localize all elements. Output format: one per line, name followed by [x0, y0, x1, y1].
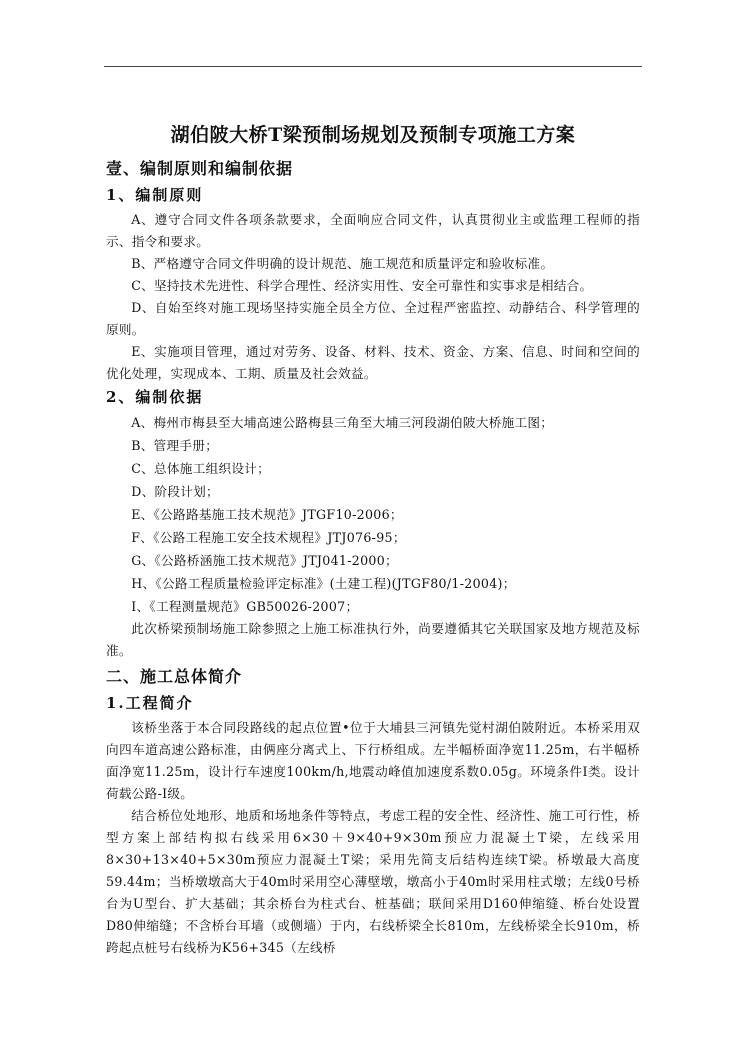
- document-title: 湖伯陂大桥T梁预制场规划及预制专项施工方案: [170, 124, 576, 146]
- section-2-heading: 二、施工总体简介: [106, 667, 243, 686]
- subsection-1-1-heading: 1、编制原则: [106, 186, 204, 204]
- basis-closing: 此次桥梁预制场施工除参照之上施工标准执行外，尚要遵循其它关联国家及地方规范及标准。: [106, 621, 640, 658]
- subsection-1-2-heading: 2、编制依据: [106, 388, 204, 406]
- overview-paragraph-2: 结合桥位处地形、地质和场地条件等特点，考虑工程的安全性、经济性、施工可行性，桥型方案上部结构拟右线采用6×30＋9×40+9×30m预应力混凝土T梁，左线采用8×30+13×40+5×30m预应力混凝土T梁；采用先简支后结构连续T梁。桥墩最大高度59.44m；当桥墩墩高大于40m时采用空心薄壁墩，墩高小于40m时采用柱式墩；左线0号桥台为U型台、扩大基础；其余桥台为柱式台、桩基础；联间采用D160伸缩缝、桥台处设置D80伸缩缝；不含桥台耳墙（或侧墙）于内，右线桥梁全长810m，左线桥梁全长910m，桥跨起点桩号右线桥为K56+345（左线桥: [106, 808, 640, 955]
- principle-c: C、坚持技术先进性、科学合理性、经济实用性、安全可靠性和实事求是相结合。: [131, 278, 593, 293]
- basis-item-e: E、《公路路基施工技术规范》JTGF10-2006；: [131, 507, 403, 522]
- document-body: [106, 122, 640, 959]
- overview-paragraph-1: 该桥坐落于本合同段路线的起点位置•位于大埔县三河镇先觉村湖伯陂附近。本桥采用双向四车道高速公路标准，由俩座分离式上、下行桥组成。左半幅桥面净宽11.25m，右半幅桥面净宽11.25m，设计行车速度100km/h,地震动峰值加速度系数0.05g。环境条件I类。设计荷载公路-I级。: [106, 720, 640, 801]
- principle-a: A、遵守合同文件各项条款要求，全面响应合同文件，认真贯彻业主或监理工程师的指示、指令和要求。: [106, 212, 640, 249]
- basis-item-a: A、梅州市梅县至大埔高速公路梅县三角至大埔三河段湖伯陂大桥施工图；: [131, 415, 554, 430]
- principle-b: B、严格遵守合同文件明确的设计规范、施工规范和质量评定和验收标准。: [131, 256, 554, 271]
- basis-item-d: D、阶段计划；: [131, 484, 219, 499]
- basis-item-g: G、《公路桥涵施工技术规范》JTJ041-2000；: [131, 553, 398, 568]
- section-1-heading: 壹、编制原则和编制依据: [106, 159, 294, 178]
- principle-d: D、自始至终对施工现场坚持实施全员全方位、全过程严密监控、动静结合、科学管理的原则。: [106, 300, 640, 337]
- header-rule: [104, 66, 642, 67]
- subsection-2-1-heading: 1.工程简介: [106, 694, 194, 712]
- principle-e: E、实施项目管理，通过对劳务、设备、材料、技术、资金、方案、信息、时间和空间的优化处理，实现成本、工期、质量及社会效益。: [106, 344, 640, 381]
- basis-item-h: H、《公路工程质量检验评定标准》(土建工程)(JTGF80/1-2004)；: [131, 576, 516, 591]
- basis-item-c: C、总体施工组织设计；: [131, 461, 271, 476]
- basis-item-f: F、《公路工程施工安全技术规程》JTJ076-95；: [131, 530, 406, 545]
- basis-item-i: I、《工程测量规范》GB50026-2007；: [131, 599, 359, 614]
- basis-item-b: B、管理手册；: [131, 438, 219, 453]
